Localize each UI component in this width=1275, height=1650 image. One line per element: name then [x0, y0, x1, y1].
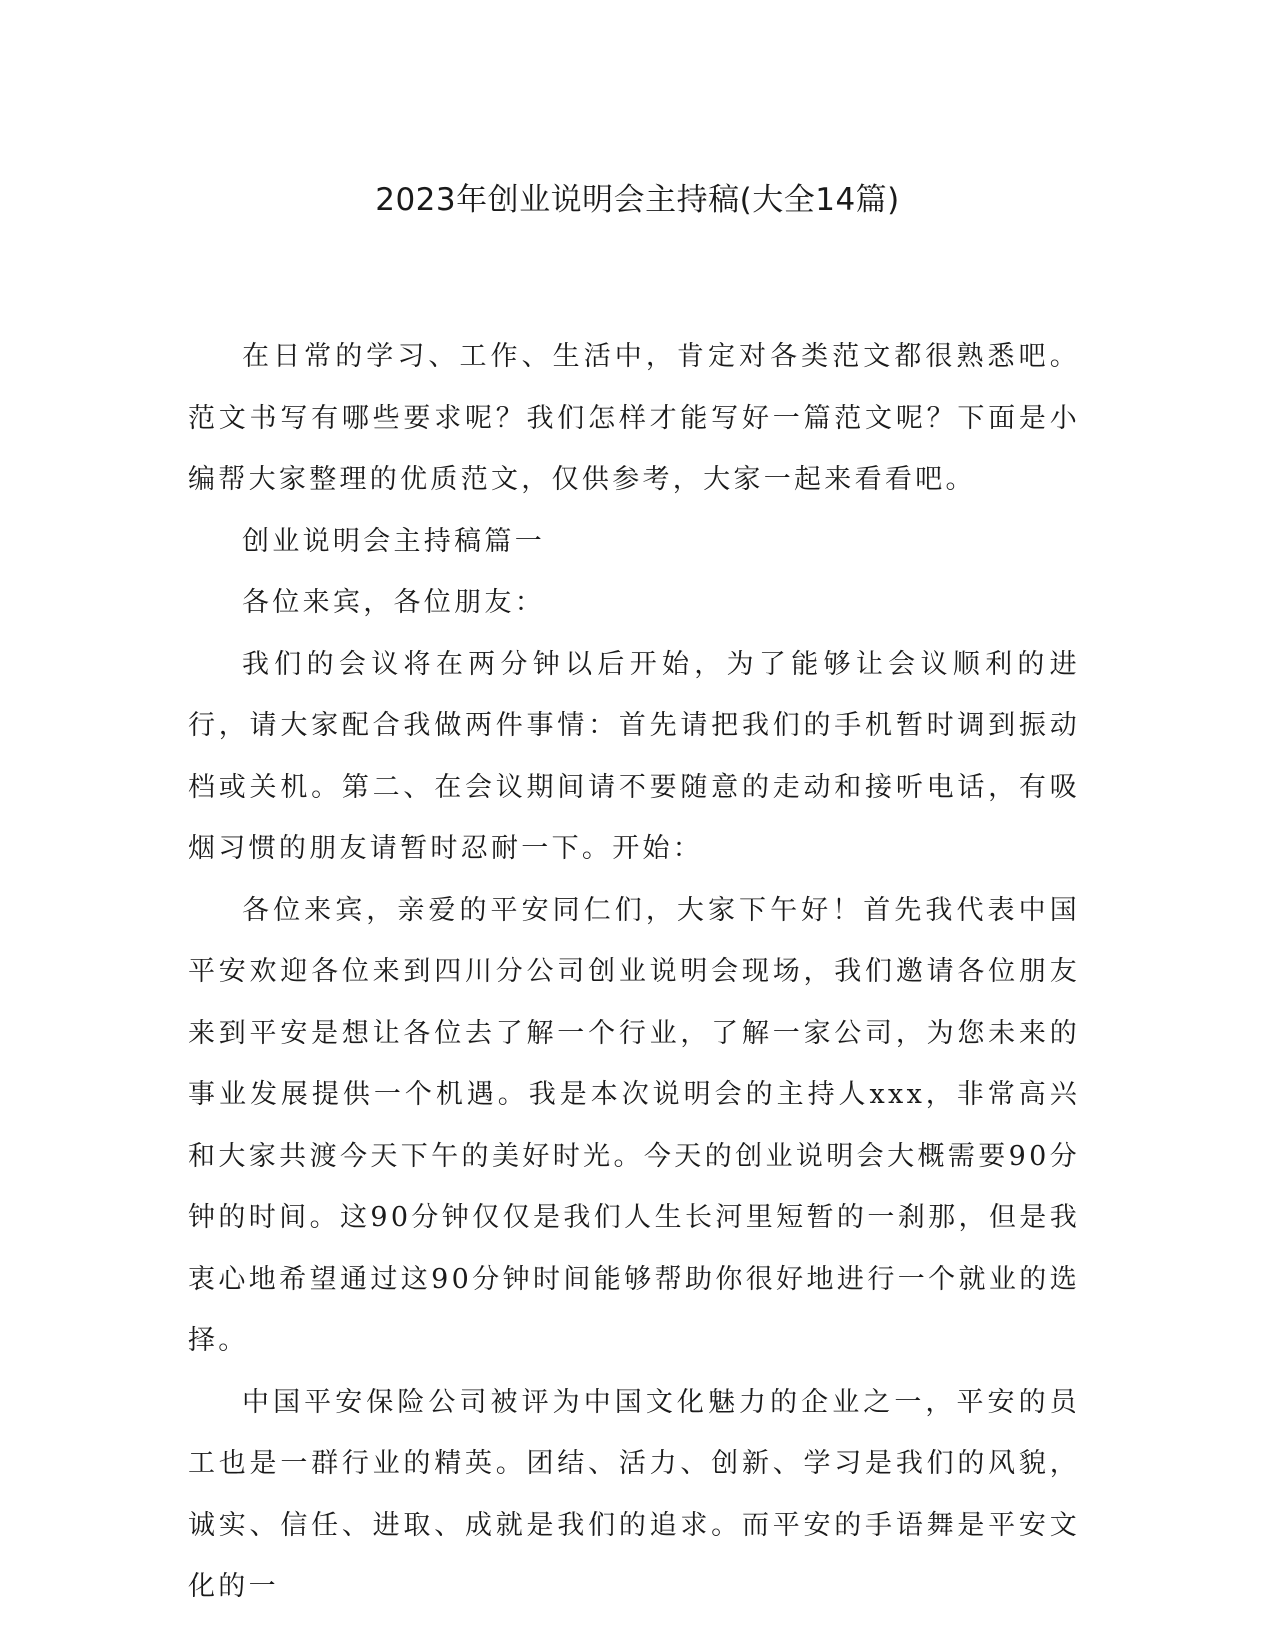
paragraph-welcome: 各位来宾，亲爱的平安同仁们，大家下午好！首先我代表中国平安欢迎各位来到四川分公司创业说明会现场，我们邀请各位朋友来到平安是想让各位去了解一个行业，了解一家公司，为您未来的事业发展提供一个机遇。我是本次说明会的主持人xxx，非常高兴和大家共渡今天下午的美好时光。今天的创业说明会大概需要90分钟的时间。这90分钟仅仅是我们人生长河里短暂的一刹那，但是我衷心地希望通过这90分钟时间能够帮助你很好地进行一个就业的选择。	[188, 894, 1080, 1356]
paragraph-company-intro: 中国平安保险公司被评为中国文化魅力的企业之一，平安的员工也是一群行业的精英。团结、活力、创新、学习是我们的风貌，诚实、信任、进取、成就是我们的追求。而平安的手语舞是平安文化的一	[188, 1386, 1080, 1602]
document-body	[188, 326, 1080, 1618]
paragraph-greeting: 各位来宾，各位朋友：	[242, 587, 545, 618]
paragraph-meeting-notice: 我们的会议将在两分钟以后开始，为了能够让会议顺利的进行，请大家配合我做两件事情：首先请把我们的手机暂时调到振动档或关机。第二、在会议期间请不要随意的走动和接听电话，有吸烟习惯的朋友请暂时忍耐一下。开始：	[188, 648, 1080, 864]
paragraph-intro: 在日常的学习、工作、生活中，肯定对各类范文都很熟悉吧。范文书写有哪些要求呢？我们怎样才能写好一篇范文呢？下面是小编帮大家整理的优质范文，仅供参考，大家一起来看看吧。	[188, 341, 1080, 495]
document-title: 2023年创业说明会主持稿(大全14篇)	[375, 182, 900, 218]
section-heading: 创业说明会主持稿篇一	[242, 525, 545, 557]
